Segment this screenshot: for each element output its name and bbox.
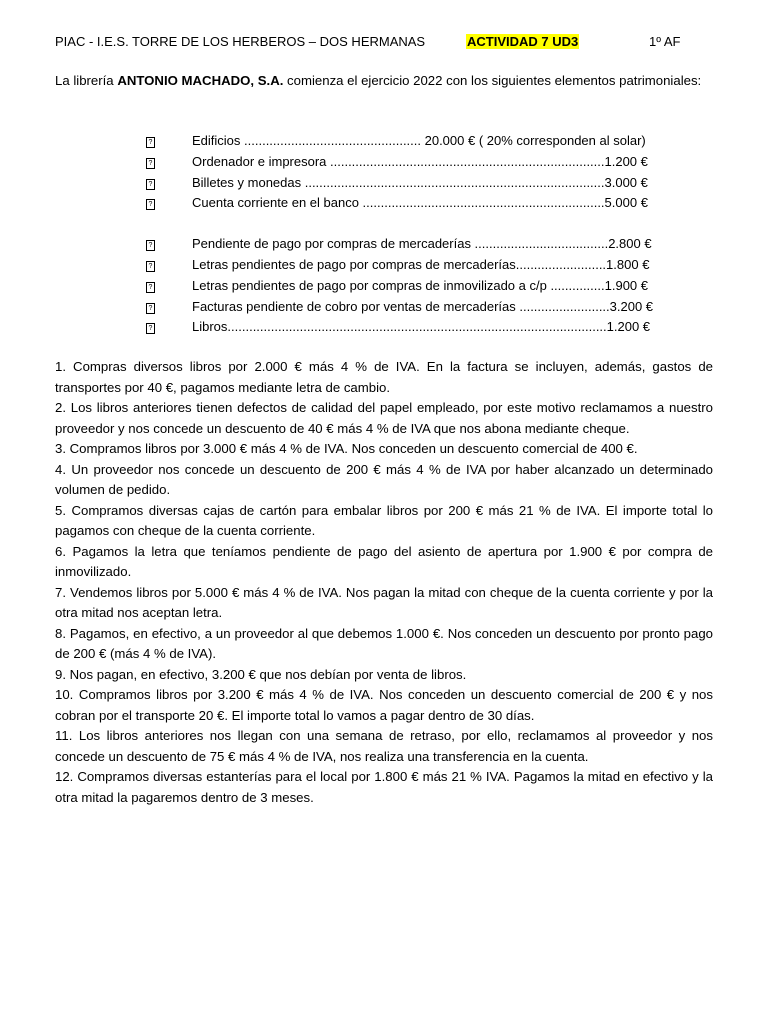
operation-item: 7. Vendemos libros por 5.000 € más 4 % de IVA. Nos pagan la mitad con cheque de la cuenta corriente y por la otra mitad nos aceptan letra. — [55, 584, 713, 620]
bullet-icon: ? — [146, 261, 155, 272]
header-course: 1º AF — [649, 34, 681, 49]
operation-item: 11. Los libros anteriores nos llegan con una semana de retraso, por ello, reclamamos al proveedor y nos concede un descuento de 75 € más 4 % de IVA, nos realiza una transferencia en la cuenta. — [55, 728, 713, 764]
company-name: ANTONIO MACHADO, S.A. — [117, 73, 284, 88]
asset-text: Edificios ................................................. 20.000 € ( 20% corresponden al solar) — [192, 133, 646, 148]
liability-item — [146, 255, 716, 276]
liability-item — [146, 234, 716, 255]
operation-item: 3. Compramos libros por 3.000 € más 4 % de IVA. Nos conceden un descuento comercial de 400 €. — [55, 441, 638, 456]
header-school: PIAC - I.E.S. TORRE DE LOS HERBEROS – DOS HERMANAS — [55, 34, 426, 49]
operation-item: 9. Nos pagan, en efectivo, 3.200 € que nos debían por venta de libros. — [55, 666, 467, 682]
operation-item: 10. Compramos libros por 3.200 € más 4 % de IVA. Nos conceden un descuento comercial de 200 € y nos cobran por el transporte 20 €. El importe total lo vamos a pagar dentro de 30 días. — [55, 687, 713, 723]
receivable-text: Facturas pendiente de cobro por ventas de mercaderías .........................3.200 € — [192, 298, 654, 314]
bullet-icon: ? — [146, 158, 155, 169]
operation-item: 5. Compramos diversas cajas de cartón para embalar libros por 200 € más 21 % de IVA. El importe total lo pagamos con cheque de la cuenta corriente. — [55, 502, 713, 538]
liability-item — [146, 276, 716, 297]
intro-suffix: comienza el ejercicio 2022 con los siguientes elementos patrimoniales: — [283, 73, 702, 88]
bullet-icon: ? — [146, 303, 155, 314]
liability-text: Pendiente de pago por compras de mercaderías .....................................2.800 € — [192, 236, 652, 252]
bullet-icon: ? — [146, 137, 155, 148]
list-gap — [146, 214, 716, 234]
asset-text: Billetes y monedas ...................................................................................3.000 € — [192, 174, 648, 190]
asset-text: Cuenta corriente en el banco ...................................................................5.000 € — [192, 195, 648, 211]
operation-item: 4. Un proveedor nos concede un descuento de 200 € más 4 % de IVA por haber alcanzado un determinado volumen de pedido. — [55, 461, 713, 497]
bullet-icon: ? — [146, 199, 155, 210]
receivable-item — [146, 297, 716, 318]
intro-prefix: La librería — [55, 73, 118, 88]
bullet-icon: ? — [146, 282, 155, 293]
header-activity: ACTIVIDAD 7 UD3 — [467, 34, 579, 49]
asset-item — [146, 173, 716, 194]
asset-text: Ordenador e impresora ............................................................................1.200 € — [192, 153, 648, 169]
operation-item: 8. Pagamos, en efectivo, a un proveedor al que debemos 1.000 €. Nos conceden un descuento por pronto pago de 200 € (más 4 % de IVA). — [55, 625, 713, 661]
operation-item: 6. Pagamos la letra que teníamos pendiente de pago del asiento de apertura por 1.900 € por compra de inmovilizado. — [55, 543, 713, 579]
liability-text: Letras pendientes de pago por compras de mercaderías.........................1.800 € — [192, 256, 650, 272]
asset-item — [146, 152, 716, 173]
intro-paragraph — [55, 70, 713, 91]
operation-item: 2. Los libros anteriores tienen defectos de calidad del papel empleado, por este motivo reclamamos a nuestro proveedor y nos concede un descuento de 40 € más 4 % de IVA que nos abona mediante cheque. — [55, 400, 713, 436]
operation-item: 12. Compramos diversas estanterías para el local por 1.800 € más 21 % IVA. Pagamos la mitad en efectivo y la otra mitad la pagaremos dentro de 3 meses. — [55, 769, 713, 805]
asset-item — [146, 193, 716, 214]
operation-item: 1. Compras diversos libros por 2.000 € más 4 % de IVA. En la factura se incluyen, además, gastos de transportes por 40 €, pagamos mediante letra de cambio. — [55, 359, 713, 395]
operations-list — [55, 357, 713, 808]
asset-item — [146, 131, 716, 152]
liability-text: Letras pendientes de pago por compras de inmovilizado a c/p ...............1.900 € — [192, 277, 648, 293]
asset-list — [146, 131, 716, 338]
bullet-icon: ? — [146, 240, 155, 251]
asset-text: Libros.........................................................................................................1.200 € — [192, 319, 651, 335]
page-header — [55, 34, 715, 54]
asset-item — [146, 317, 716, 338]
bullet-icon: ? — [146, 179, 155, 190]
bullet-icon: ? — [146, 323, 155, 334]
